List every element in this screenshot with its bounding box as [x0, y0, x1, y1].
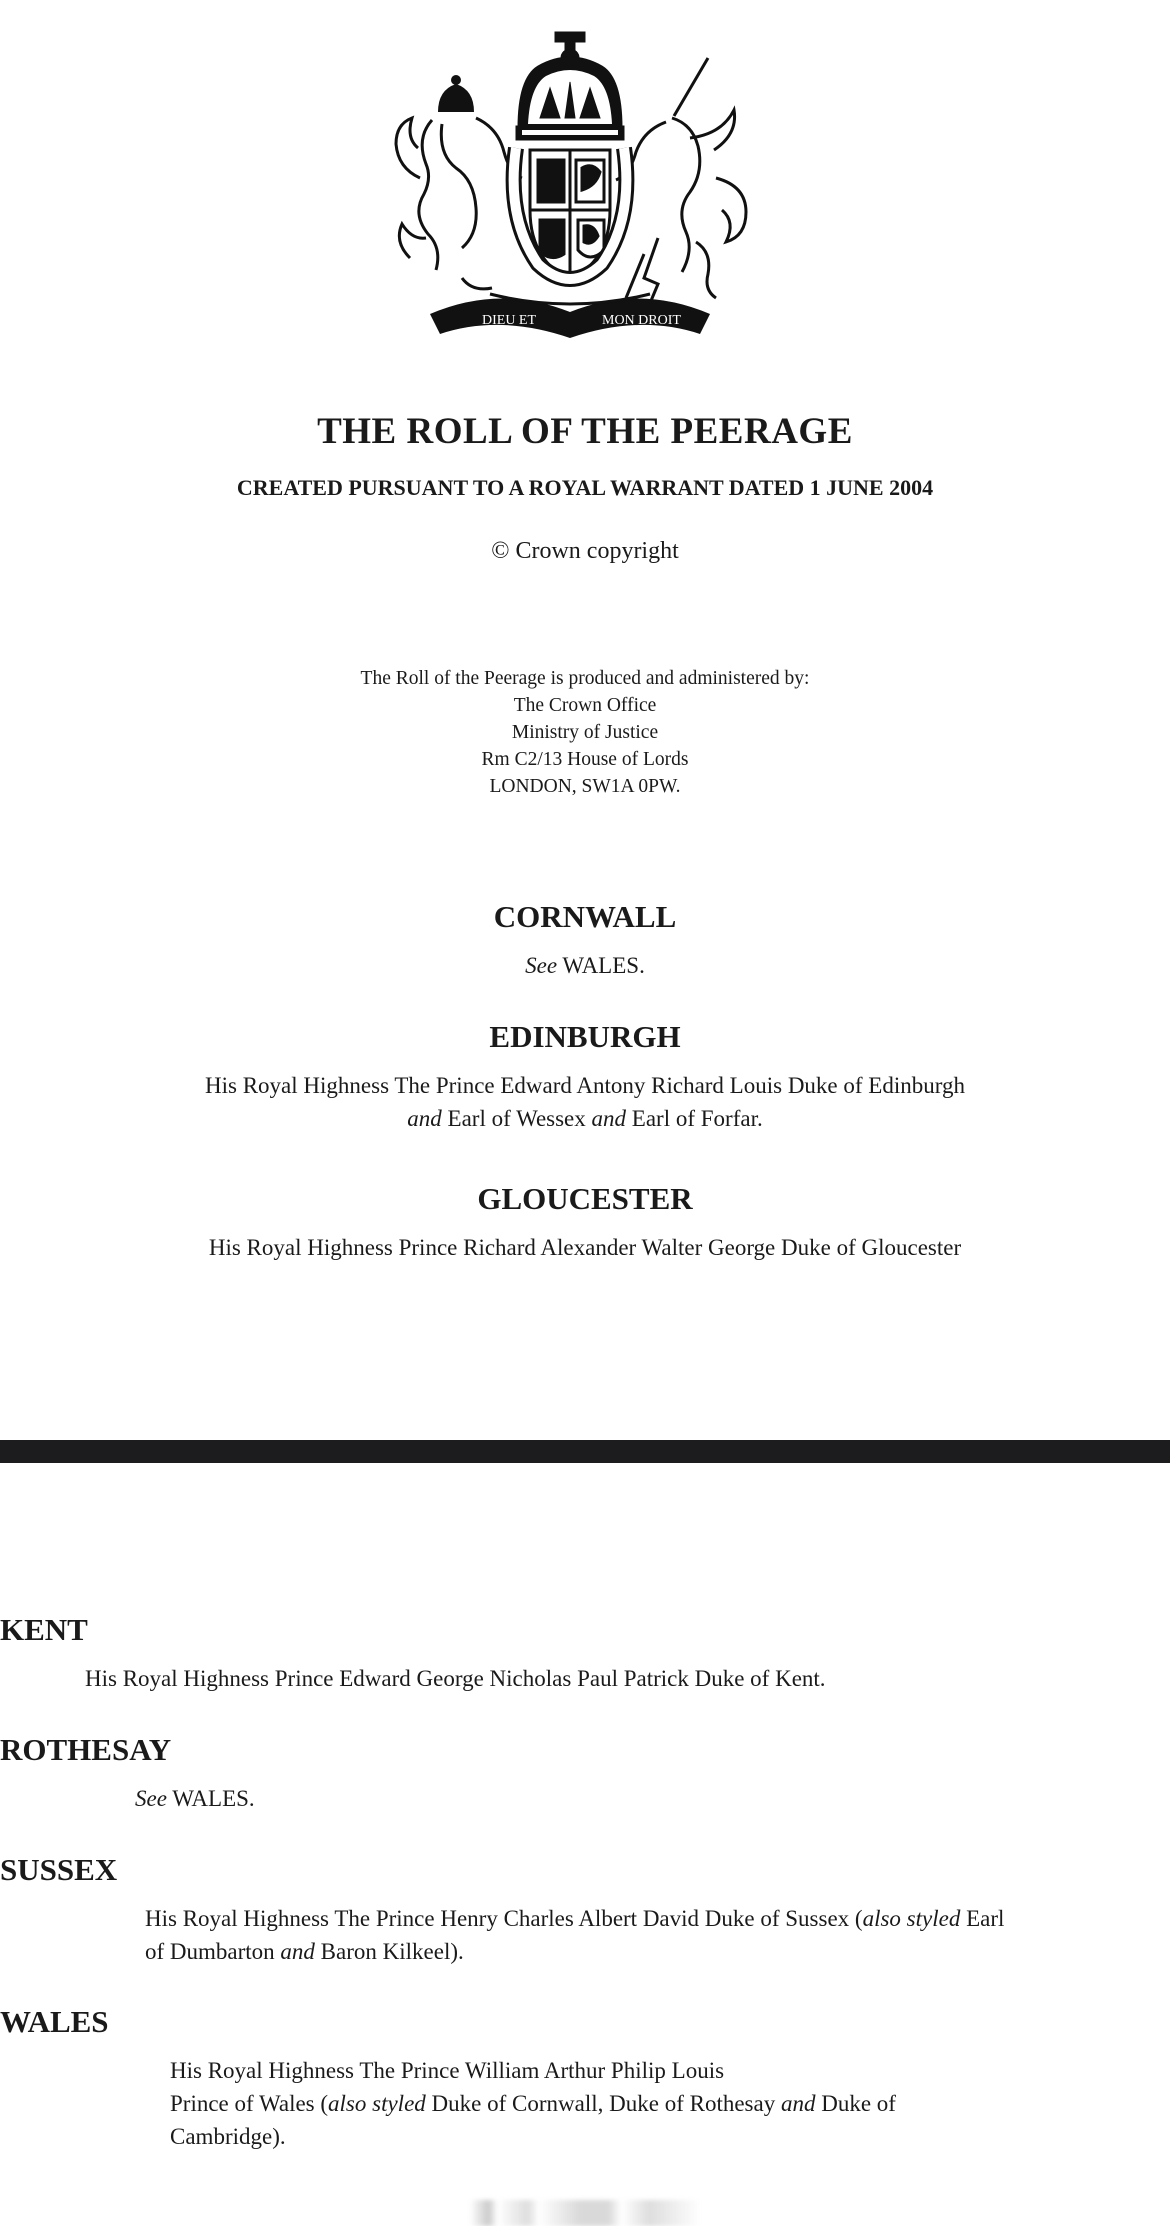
section-body — [170, 2054, 1000, 2153]
section-heading: SUSSEX — [0, 1852, 118, 1887]
section-body — [135, 1782, 1035, 1815]
document-title: THE ROLL OF THE PEERAGE — [317, 411, 853, 452]
motto-right: MON DROIT — [602, 313, 681, 328]
document-subtitle: CREATED PURSUANT TO A ROYAL WARRANT DATED 1 JUNE 2004 — [236, 475, 934, 500]
section-heading: GLOUCESTER — [477, 1181, 693, 1216]
next-page-preview — [470, 2200, 700, 2226]
section-sussex — [0, 1850, 1170, 1968]
see-reference: See — [525, 953, 558, 978]
see-reference: See — [135, 1786, 167, 1811]
section-body — [190, 1069, 980, 1135]
body-text: Duke of Cambridge). — [170, 2091, 896, 2149]
section-kent — [0, 1610, 1170, 1695]
section-rothesay — [0, 1730, 1170, 1815]
section-heading: CORNWALL — [493, 899, 677, 934]
body-text: Baron Kilkeel). — [314, 1939, 464, 1964]
section-heading: KENT — [0, 1612, 88, 1647]
also-styled: also styled — [862, 1906, 961, 1931]
section-wales — [0, 2002, 1170, 2153]
conjunction: and — [591, 1106, 627, 1131]
conjunction: and — [280, 1939, 315, 1964]
section-body — [145, 1902, 1025, 1968]
body-text: Earl of Dumbarton — [145, 1906, 1005, 1964]
body-text: Prince of Wales ( — [170, 2091, 329, 2116]
section-heading: WALES — [0, 2004, 109, 2039]
body-text: His Royal Highness The Prince Henry Charles Albert David Duke of Sussex ( — [145, 1906, 863, 1931]
section-heading: ROTHESAY — [0, 1732, 172, 1767]
section-body — [135, 949, 1035, 982]
body-text: Earl of Forfar. — [626, 1106, 763, 1131]
section-cornwall — [0, 897, 1170, 982]
administration-line: LONDON, SW1A 0PW. — [489, 776, 681, 797]
body-text: His Royal Highness The Prince William Arthur Philip Louis — [170, 2058, 725, 2083]
body-text: His Royal Highness The Prince Edward Antony Richard Louis Duke of Edinburgh — [205, 1073, 965, 1098]
administration-line: The Roll of the Peerage is produced and administered by: — [360, 668, 810, 689]
administration-line: The Crown Office — [513, 695, 657, 716]
administration-line: Rm C2/13 House of Lords — [481, 749, 689, 770]
page-divider — [0, 1440, 1170, 1463]
administration-block — [0, 665, 1170, 800]
conjunction: and — [780, 2091, 816, 2116]
section-heading: EDINBURGH — [489, 1019, 681, 1054]
copyright-notice: © Crown copyright — [491, 538, 679, 564]
conjunction: and — [407, 1106, 442, 1131]
administration-line: Ministry of Justice — [511, 722, 659, 743]
royal-coat-of-arms-icon — [390, 28, 750, 344]
body-text: Earl of Wessex — [441, 1106, 592, 1131]
also-styled: also styled — [328, 2091, 426, 2116]
section-body: His Royal Highness Prince Richard Alexander Walter George Duke of Gloucester — [208, 1235, 962, 1260]
cross-reference: WALES. — [166, 1786, 255, 1811]
body-text: Duke of Cornwall, Duke of Rothesay — [425, 2091, 781, 2116]
section-gloucester — [0, 1179, 1170, 1264]
motto-left: DIEU ET — [482, 313, 537, 328]
section-edinburgh — [0, 1017, 1170, 1135]
section-body: His Royal Highness Prince Edward George Nicholas Paul Patrick Duke of Kent. — [85, 1666, 826, 1691]
cross-reference: WALES. — [557, 953, 645, 978]
